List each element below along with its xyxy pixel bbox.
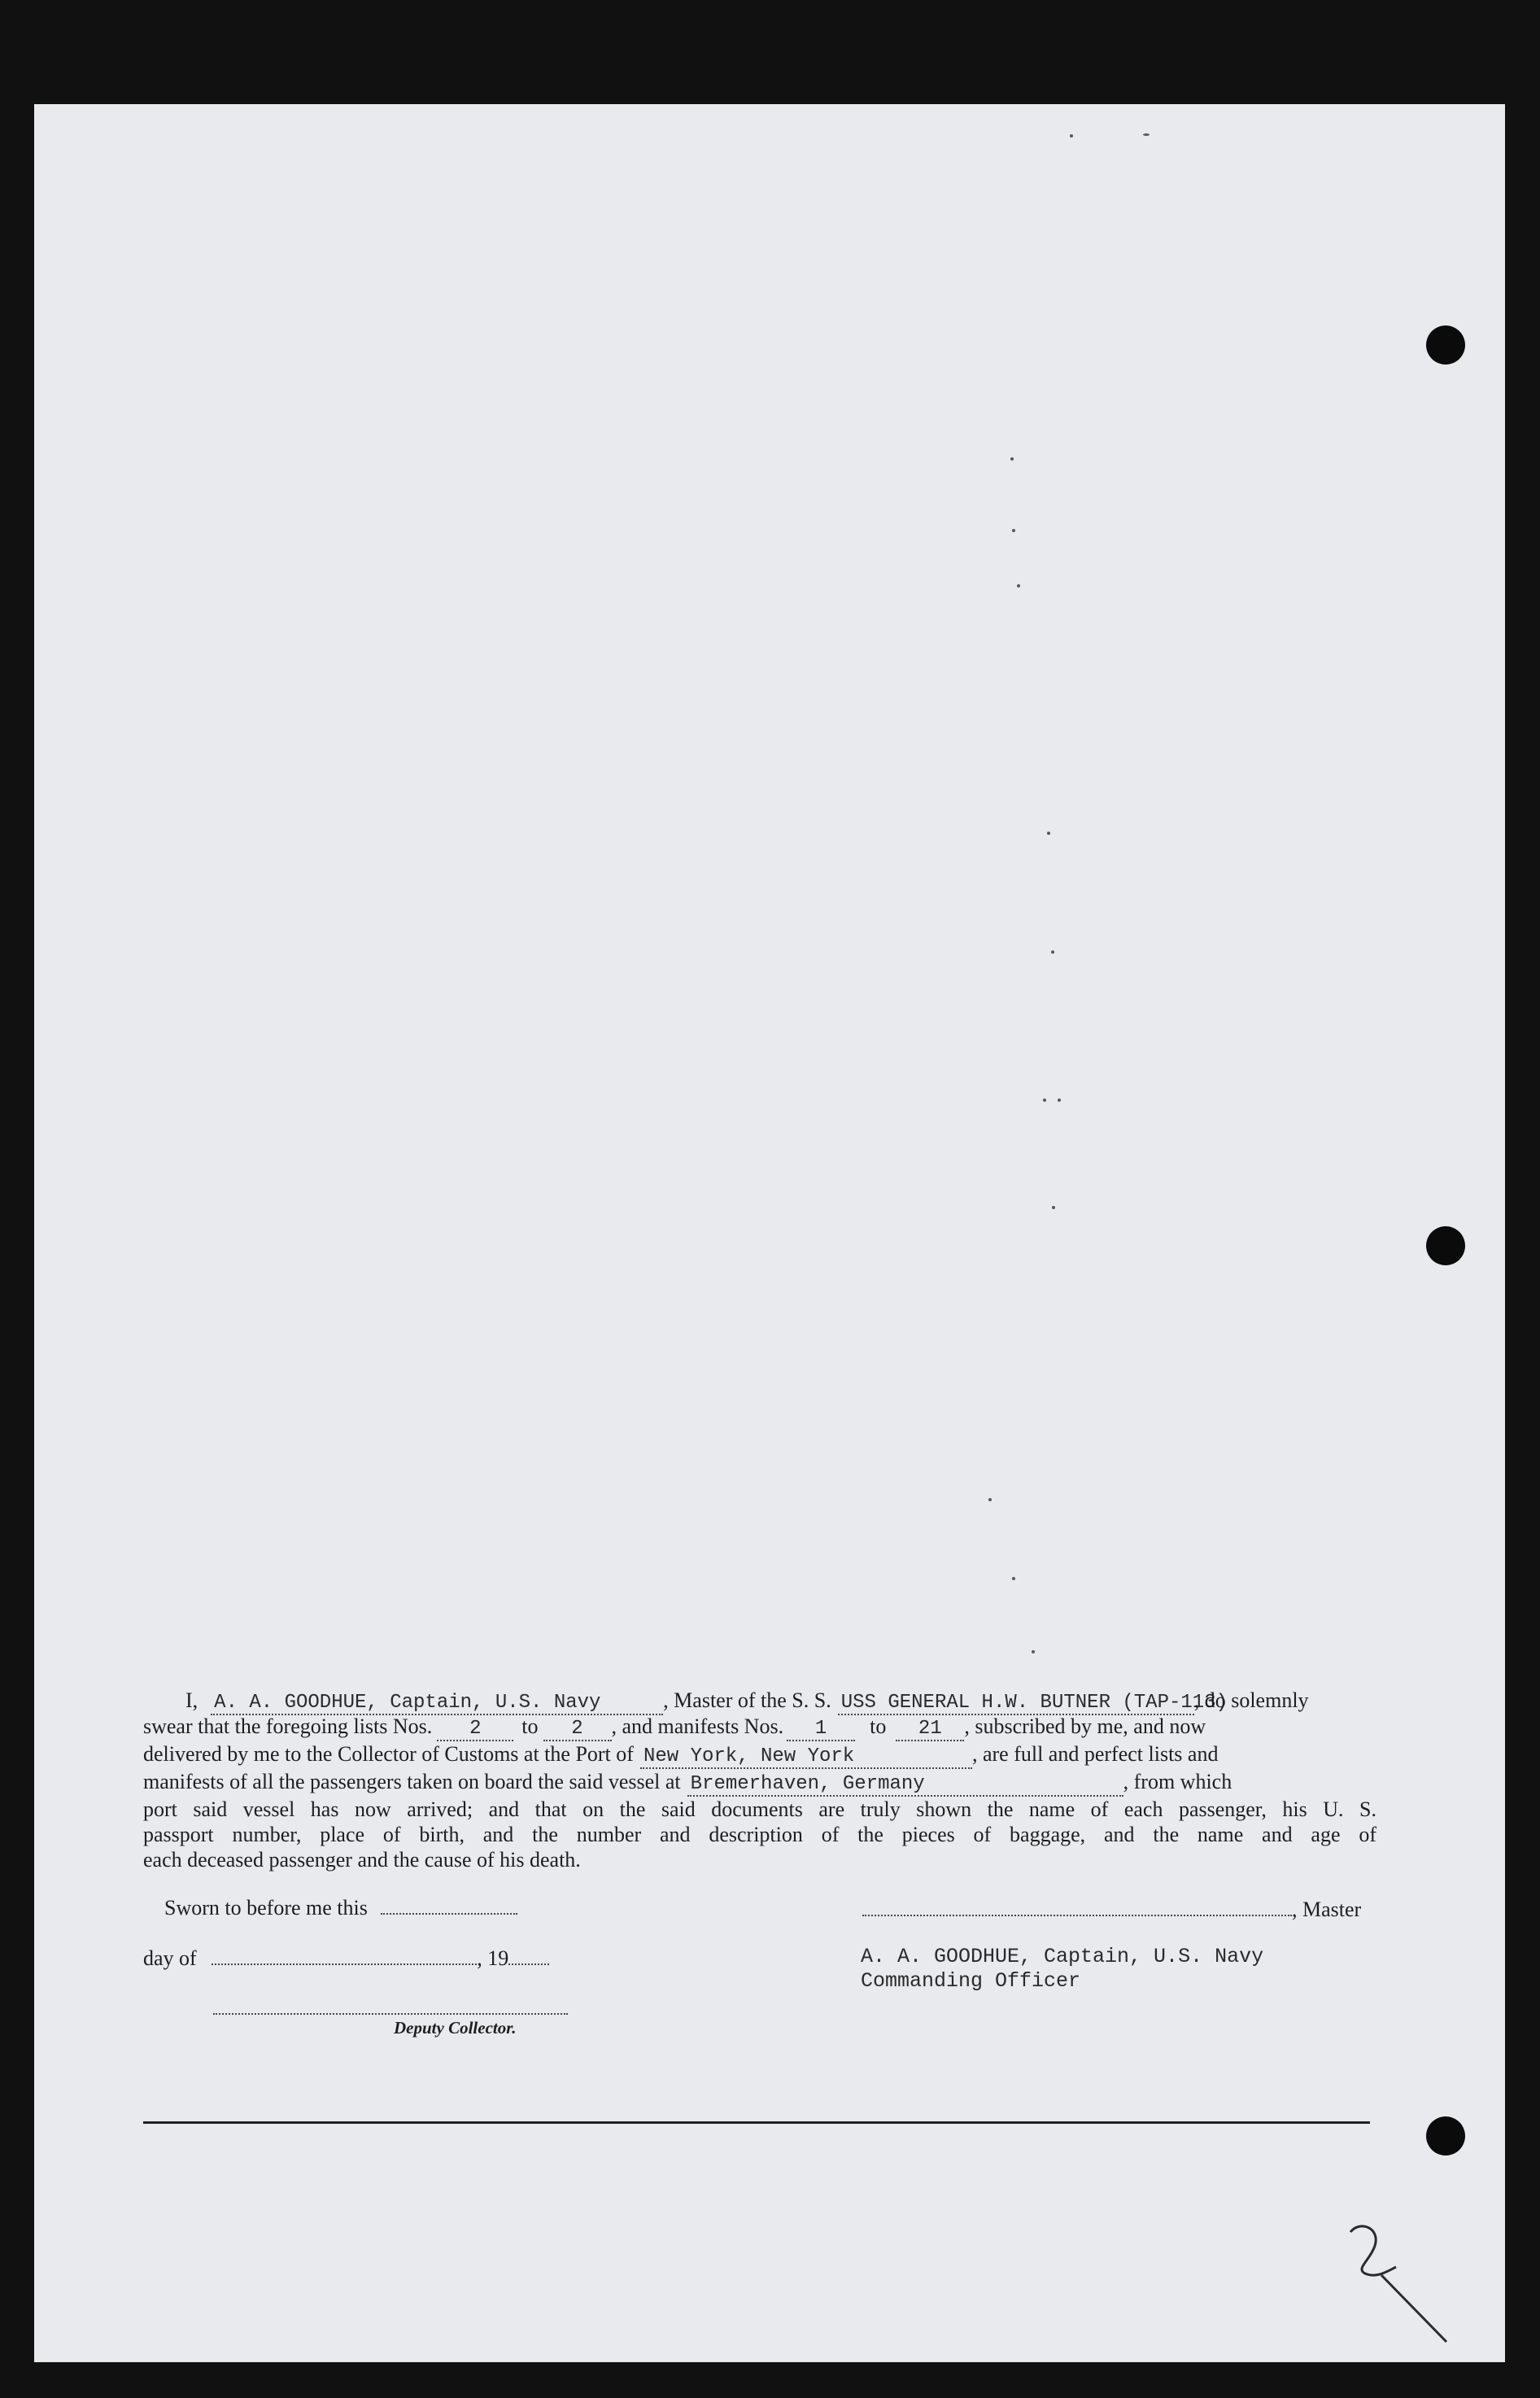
speck bbox=[1010, 457, 1014, 461]
master-name-typed: A. A. GOODHUE, Captain, U.S. Navy bbox=[861, 1945, 1264, 1968]
do-solemnly-label: , do solemnly bbox=[1193, 1688, 1309, 1712]
oath-line-2 bbox=[143, 1714, 1376, 1741]
to-label-2: to bbox=[870, 1714, 887, 1738]
punch-hole-top bbox=[1426, 325, 1465, 365]
delivered-label: delivered by me to the Collector of Customs at the Port of bbox=[143, 1742, 634, 1766]
oath-line-6: passport number, place of birth, and the number and description of the pieces of baggage, and the name and age of bbox=[143, 1823, 1376, 1846]
lists-from-field: 2 bbox=[437, 1719, 513, 1741]
speck bbox=[988, 1498, 992, 1501]
speck bbox=[1051, 950, 1054, 954]
oath-line-3 bbox=[143, 1741, 1376, 1769]
swear-lists-label: swear that the foregoing lists Nos. bbox=[143, 1714, 433, 1738]
year-prefix-label: , 19 bbox=[477, 1946, 509, 1970]
full-lists-label: , are full and perfect lists and bbox=[971, 1742, 1219, 1766]
oath-line-5: port said vessel has now arrived; and that on the said documents are truly shown the name of each passenger, his U. S. bbox=[143, 1797, 1376, 1821]
master-signature-line bbox=[862, 1898, 1361, 1922]
speck bbox=[1012, 1577, 1015, 1580]
master-title-typed: Commanding Officer bbox=[861, 1969, 1081, 1993]
manifests-to-field: 21 bbox=[896, 1719, 964, 1741]
departure-port-field: Bremerhaven, Germany bbox=[687, 1774, 1123, 1797]
to-label-1: to bbox=[521, 1714, 539, 1738]
master-name-field: A. A. GOODHUE, Captain, U.S. Navy bbox=[211, 1693, 663, 1715]
master-suffix-label: , Master bbox=[1292, 1898, 1362, 1921]
bottom-rule bbox=[143, 2121, 1370, 2124]
punch-hole-bottom bbox=[1426, 2116, 1465, 2156]
speck bbox=[1070, 134, 1073, 138]
deputy-collector-signature-line bbox=[213, 2013, 568, 2015]
day-of-blank bbox=[212, 1947, 477, 1965]
oath-paragraph bbox=[143, 1688, 1376, 1872]
master-signature-blank bbox=[862, 1898, 1292, 1916]
manifests-from-field: 1 bbox=[787, 1719, 855, 1741]
deputy-collector-label: Deputy Collector. bbox=[394, 2018, 517, 2038]
port-field: New York, New York bbox=[640, 1746, 972, 1769]
oath-line-4 bbox=[143, 1769, 1376, 1797]
day-of-label: day of bbox=[143, 1946, 197, 1970]
sworn-before-label: Sworn to before me this bbox=[164, 1896, 368, 1920]
from-which-label: , from which bbox=[1123, 1770, 1232, 1793]
speck bbox=[1017, 584, 1020, 587]
vessel-name-field: USS GENERAL H.W. BUTNER (TAP-113) bbox=[838, 1693, 1194, 1715]
oath-line-1 bbox=[143, 1688, 1376, 1715]
speck bbox=[1043, 1099, 1046, 1102]
subscribed-label: , subscribed by me, and now bbox=[964, 1714, 1206, 1738]
speck bbox=[1012, 529, 1015, 532]
punch-hole-middle bbox=[1426, 1226, 1465, 1265]
manifests-all-label: manifests of all the passengers taken on board the said vessel at bbox=[143, 1770, 681, 1793]
sworn-date-blank bbox=[381, 1897, 517, 1915]
master-of-ss-label: , Master of the S. S. bbox=[663, 1688, 831, 1712]
document-page bbox=[34, 104, 1505, 2362]
oath-line-7: each deceased passenger and the cause of his death. bbox=[143, 1848, 581, 1872]
oath-intro: I, bbox=[185, 1688, 198, 1712]
speck bbox=[1052, 1206, 1055, 1209]
speck bbox=[1032, 1650, 1035, 1653]
speck bbox=[1047, 832, 1050, 835]
year-blank bbox=[508, 1947, 549, 1965]
and-manifests-label: , and manifests Nos. bbox=[611, 1714, 784, 1738]
sworn-line bbox=[164, 1896, 517, 1920]
day-of-line bbox=[143, 1946, 549, 1971]
speck bbox=[1143, 133, 1150, 136]
speck bbox=[1058, 1099, 1061, 1102]
handwritten-page-mark bbox=[1336, 2204, 1482, 2350]
lists-to-field: 2 bbox=[543, 1719, 612, 1741]
